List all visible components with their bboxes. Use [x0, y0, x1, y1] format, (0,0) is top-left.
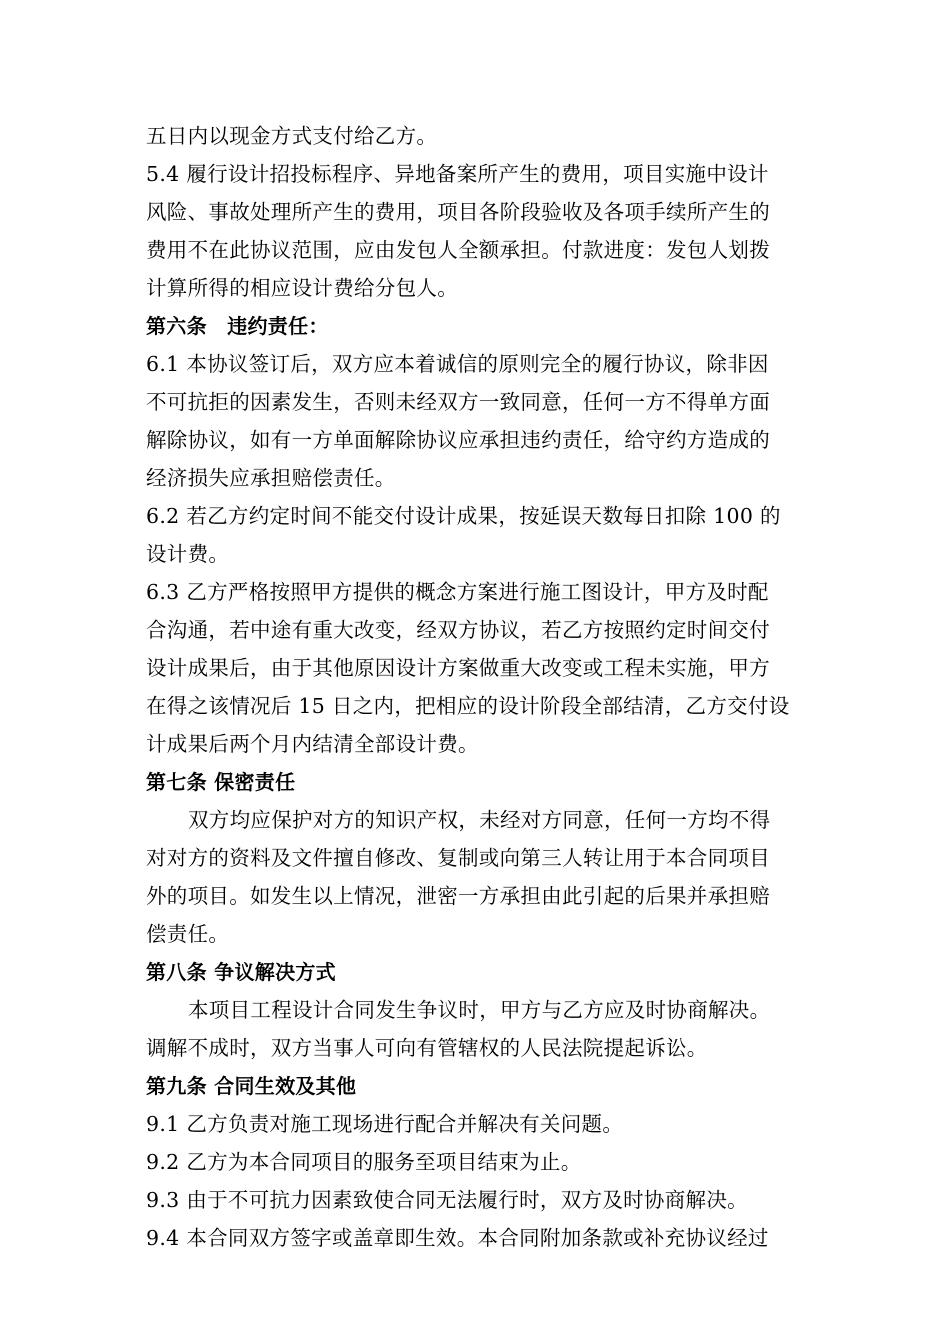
paragraph-line: 6.2 若乙方约定时间不能交付设计成果，按延误天数每日扣除 100 的 — [146, 504, 781, 528]
paragraph-line: 设计费。 — [146, 542, 230, 566]
paragraph-line: 不可抗拒的因素发生，否则未经双方一致同意，任何一方不得单方面 — [146, 390, 770, 414]
paragraph-line: 计成果后两个月内结清全部设计费。 — [146, 732, 479, 756]
section-heading-article-7: 第七条 保密责任 — [146, 770, 296, 794]
paragraph-line: 解除协议，如有一方单面解除协议应承担违约责任，给守约方造成的 — [146, 428, 770, 452]
paragraph-line: 5.4 履行设计招投标程序、异地备案所产生的费用，项目实施中设计 — [146, 162, 769, 186]
paragraph-line: 对对方的资料及文件擅自修改、复制或向第三人转让用于本合同项目 — [146, 846, 770, 870]
paragraph-line: 经济损失应承担赔偿责任。 — [146, 466, 396, 490]
paragraph-line: 6.1 本协议签订后，双方应本着诚信的原则完全的履行协议，除非因 — [146, 352, 769, 376]
paragraph-line: 9.1 乙方负责对施工现场进行配合并解决有关问题。 — [146, 1112, 624, 1136]
section-heading-article-8: 第八条 争议解决方式 — [146, 960, 336, 984]
paragraph-line: 计算所得的相应设计费给分包人。 — [146, 276, 458, 300]
paragraph-line: 9.3 由于不可抗力因素致使合同无法履行时，双方及时协商解决。 — [146, 1188, 748, 1212]
paragraph-line: 外的项目。如发生以上情况，泄密一方承担由此引起的后果并承担赔 — [146, 884, 770, 908]
paragraph-line: 风险、事故处理所产生的费用，项目各阶段验收及各项手续所产生的 — [146, 200, 770, 224]
paragraph-line: 合沟通，若中途有重大改变，经双方协议，若乙方按照约定时间交付 — [146, 618, 770, 642]
paragraph-line: 调解不成时，双方当事人可向有管辖权的人民法院提起诉讼。 — [146, 1036, 708, 1060]
paragraph-line: 设计成果后，由于其他原因设计方案做重大改变或工程未实施，甲方 — [146, 656, 770, 680]
paragraph-line: 6.3 乙方严格按照甲方提供的概念方案进行施工图设计，甲方及时配 — [146, 580, 769, 604]
paragraph-line: 本项目工程设计合同发生争议时，甲方与乙方应及时协商解决。 — [188, 998, 771, 1022]
paragraph-line: 费用不在此协议范围，应由发包人全额承担。付款进度：发包人划拨 — [146, 238, 770, 262]
section-heading-article-9: 第九条 合同生效及其他 — [146, 1074, 357, 1098]
section-heading-article-6: 第六条 违约责任： — [146, 314, 329, 338]
paragraph-line: 双方均应保护对方的知识产权，未经对方同意，任何一方均不得 — [188, 808, 771, 832]
paragraph-line: 9.2 乙方为本合同项目的服务至项目结束为止。 — [146, 1150, 582, 1174]
paragraph-line: 偿责任。 — [146, 922, 230, 946]
paragraph-line: 五日内以现金方式支付给乙方。 — [146, 124, 438, 148]
paragraph-line: 9.4 本合同双方签字或盖章即生效。本合同附加条款或补充协议经过 — [146, 1226, 769, 1250]
paragraph-line: 在得之该情况后 15 日之内，把相应的设计阶段全部结清，乙方交付设 — [146, 694, 790, 718]
